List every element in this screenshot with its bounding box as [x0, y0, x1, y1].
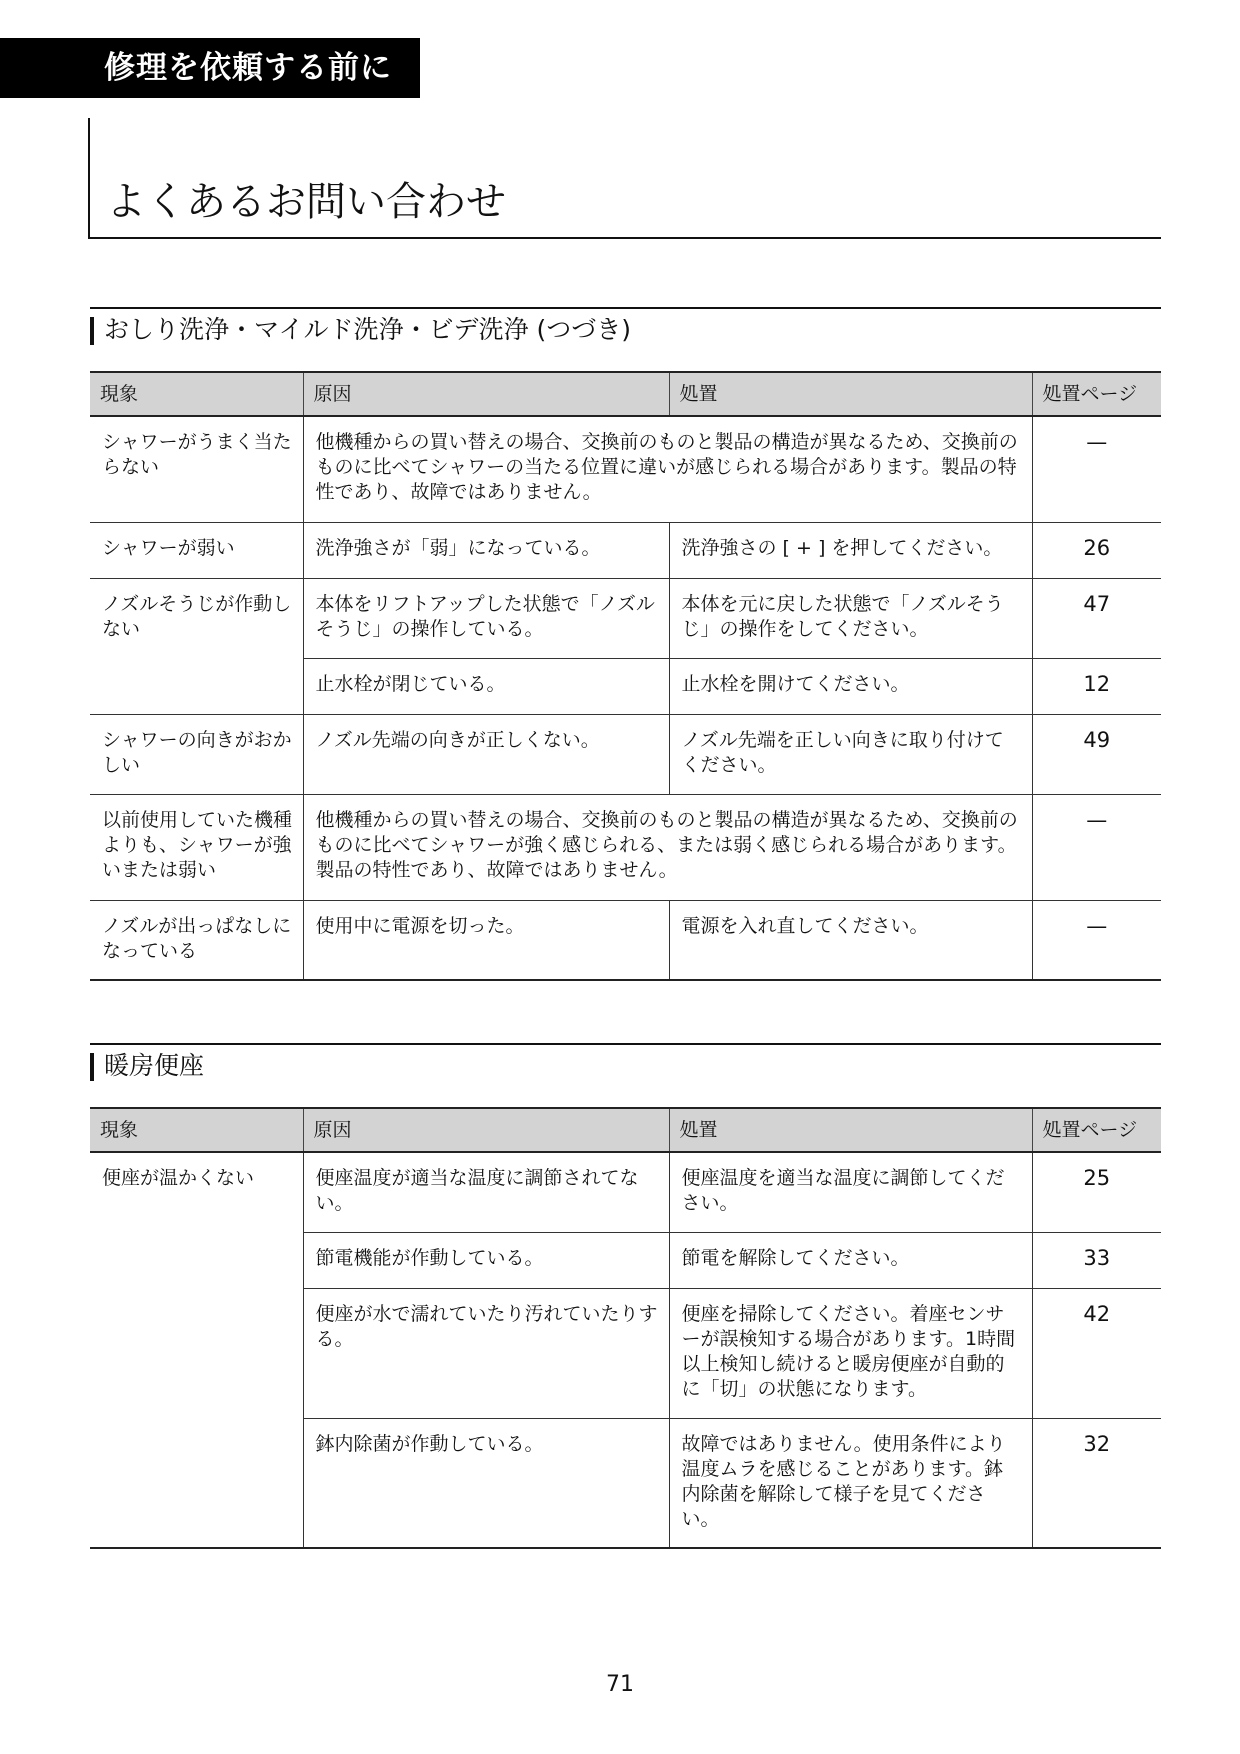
heading-bar	[90, 1053, 94, 1081]
symptom-cell: 便座が温かくない	[90, 1152, 303, 1548]
page-number: 71	[606, 1672, 634, 1697]
symptom-cell: ノズルそうじが作動しない	[90, 578, 303, 714]
table-header-row	[90, 1108, 1161, 1152]
symptom-cell: ノズルが出っぱなしになっている	[90, 900, 303, 980]
header-symptom: 現象	[90, 372, 303, 416]
header-symptom: 現象	[90, 1108, 303, 1152]
symptom-cell: 以前使用していた機種よりも、シャワーが強いまたは弱い	[90, 794, 303, 900]
remedy-cell: 電源を入れ直してください。	[669, 900, 1032, 980]
remedy-cell: 故障ではありません。使用条件により温度ムラを感じることがあります。鉢内除菌を解除して様子を見てください。	[669, 1418, 1032, 1548]
remedy-cell: 本体を元に戻した状態で「ノズルそうじ」の操作をしてください。	[669, 578, 1032, 658]
table-row	[90, 900, 1161, 980]
symptom-cell: シャワーがうまく当たらない	[90, 416, 303, 522]
page-title: よくあるお問い合わせ	[106, 179, 506, 225]
table-row	[90, 1152, 1161, 1232]
header-remedy: 処置	[669, 372, 1032, 416]
header-page: 処置ページ	[1032, 1108, 1161, 1152]
cause-cell: 節電機能が作動している。	[303, 1232, 669, 1288]
header-remedy: 処置	[669, 1108, 1032, 1152]
page-cell: 32	[1032, 1418, 1161, 1548]
cause-cell: 便座が水で濡れていたり汚れていたりする。	[303, 1288, 669, 1418]
table-row	[90, 714, 1161, 794]
symptom-cell: シャワーの向きがおかしい	[90, 714, 303, 794]
table-row	[90, 522, 1161, 578]
section-header-tab	[0, 38, 420, 98]
remedy-cell: 便座を掃除してください。着座センサーが誤検知する場合があります。1時間以上検知し続けると暖房便座が自動的に「切」の状態になります。	[669, 1288, 1032, 1418]
cause-cell: 他機種からの買い替えの場合、交換前のものと製品の構造が異なるため、交換前のものに比べてシャワーの当たる位置に違いが感じられる場合があります。製品の特性であり、故障ではありません。	[303, 416, 1032, 522]
table-header-row	[90, 372, 1161, 416]
page-cell: —	[1032, 416, 1161, 522]
page-cell: —	[1032, 794, 1161, 900]
page-cell: 25	[1032, 1152, 1161, 1232]
heading-bar	[90, 317, 94, 345]
page-cell: 49	[1032, 714, 1161, 794]
remedy-cell: 洗浄強さの [ + ] を押してください。	[669, 522, 1032, 578]
cause-cell: 洗浄強さが「弱」になっている。	[303, 522, 669, 578]
table-row	[90, 578, 1161, 658]
section-heading-heated-seat	[90, 1043, 1161, 1085]
header-cause: 原因	[303, 372, 669, 416]
cause-cell: 鉢内除菌が作動している。	[303, 1418, 669, 1548]
header-cause: 原因	[303, 1108, 669, 1152]
table-row	[90, 416, 1161, 522]
section-heading-cleaning	[90, 307, 1161, 349]
cause-cell: 使用中に電源を切った。	[303, 900, 669, 980]
symptom-cell: シャワーが弱い	[90, 522, 303, 578]
cause-cell: ノズル先端の向きが正しくない。	[303, 714, 669, 794]
remedy-cell: ノズル先端を正しい向きに取り付けてください。	[669, 714, 1032, 794]
page-cell: —	[1032, 900, 1161, 980]
header-page: 処置ページ	[1032, 372, 1161, 416]
cause-cell: 止水栓が閉じている。	[303, 658, 669, 714]
table-row	[90, 794, 1161, 900]
page-cell: 42	[1032, 1288, 1161, 1418]
section-header-label: 修理を依頼する前に	[104, 50, 392, 86]
page-cell: 12	[1032, 658, 1161, 714]
page-cell: 26	[1032, 522, 1161, 578]
remedy-cell: 止水栓を開けてください。	[669, 658, 1032, 714]
section-title: おしり洗浄・マイルド洗浄・ビデ洗浄 (つづき)	[104, 315, 631, 344]
faq-table-heated-seat	[90, 1107, 1161, 1549]
page-cell: 47	[1032, 578, 1161, 658]
remedy-cell: 便座温度を適当な温度に調節してください。	[669, 1152, 1032, 1232]
cause-cell: 本体をリフトアップした状態で「ノズルそうじ」の操作している。	[303, 578, 669, 658]
remedy-cell: 節電を解除してください。	[669, 1232, 1032, 1288]
page-title-block	[88, 118, 1161, 239]
cause-cell: 便座温度が適当な温度に調節されてない。	[303, 1152, 669, 1232]
cause-cell: 他機種からの買い替えの場合、交換前のものと製品の構造が異なるため、交換前のものに比べてシャワーが強く感じられる、または弱く感じられる場合があります。製品の特性であり、故障ではありません。	[303, 794, 1032, 900]
page-cell: 33	[1032, 1232, 1161, 1288]
faq-table-cleaning	[90, 371, 1161, 981]
section-title: 暖房便座	[104, 1051, 205, 1080]
